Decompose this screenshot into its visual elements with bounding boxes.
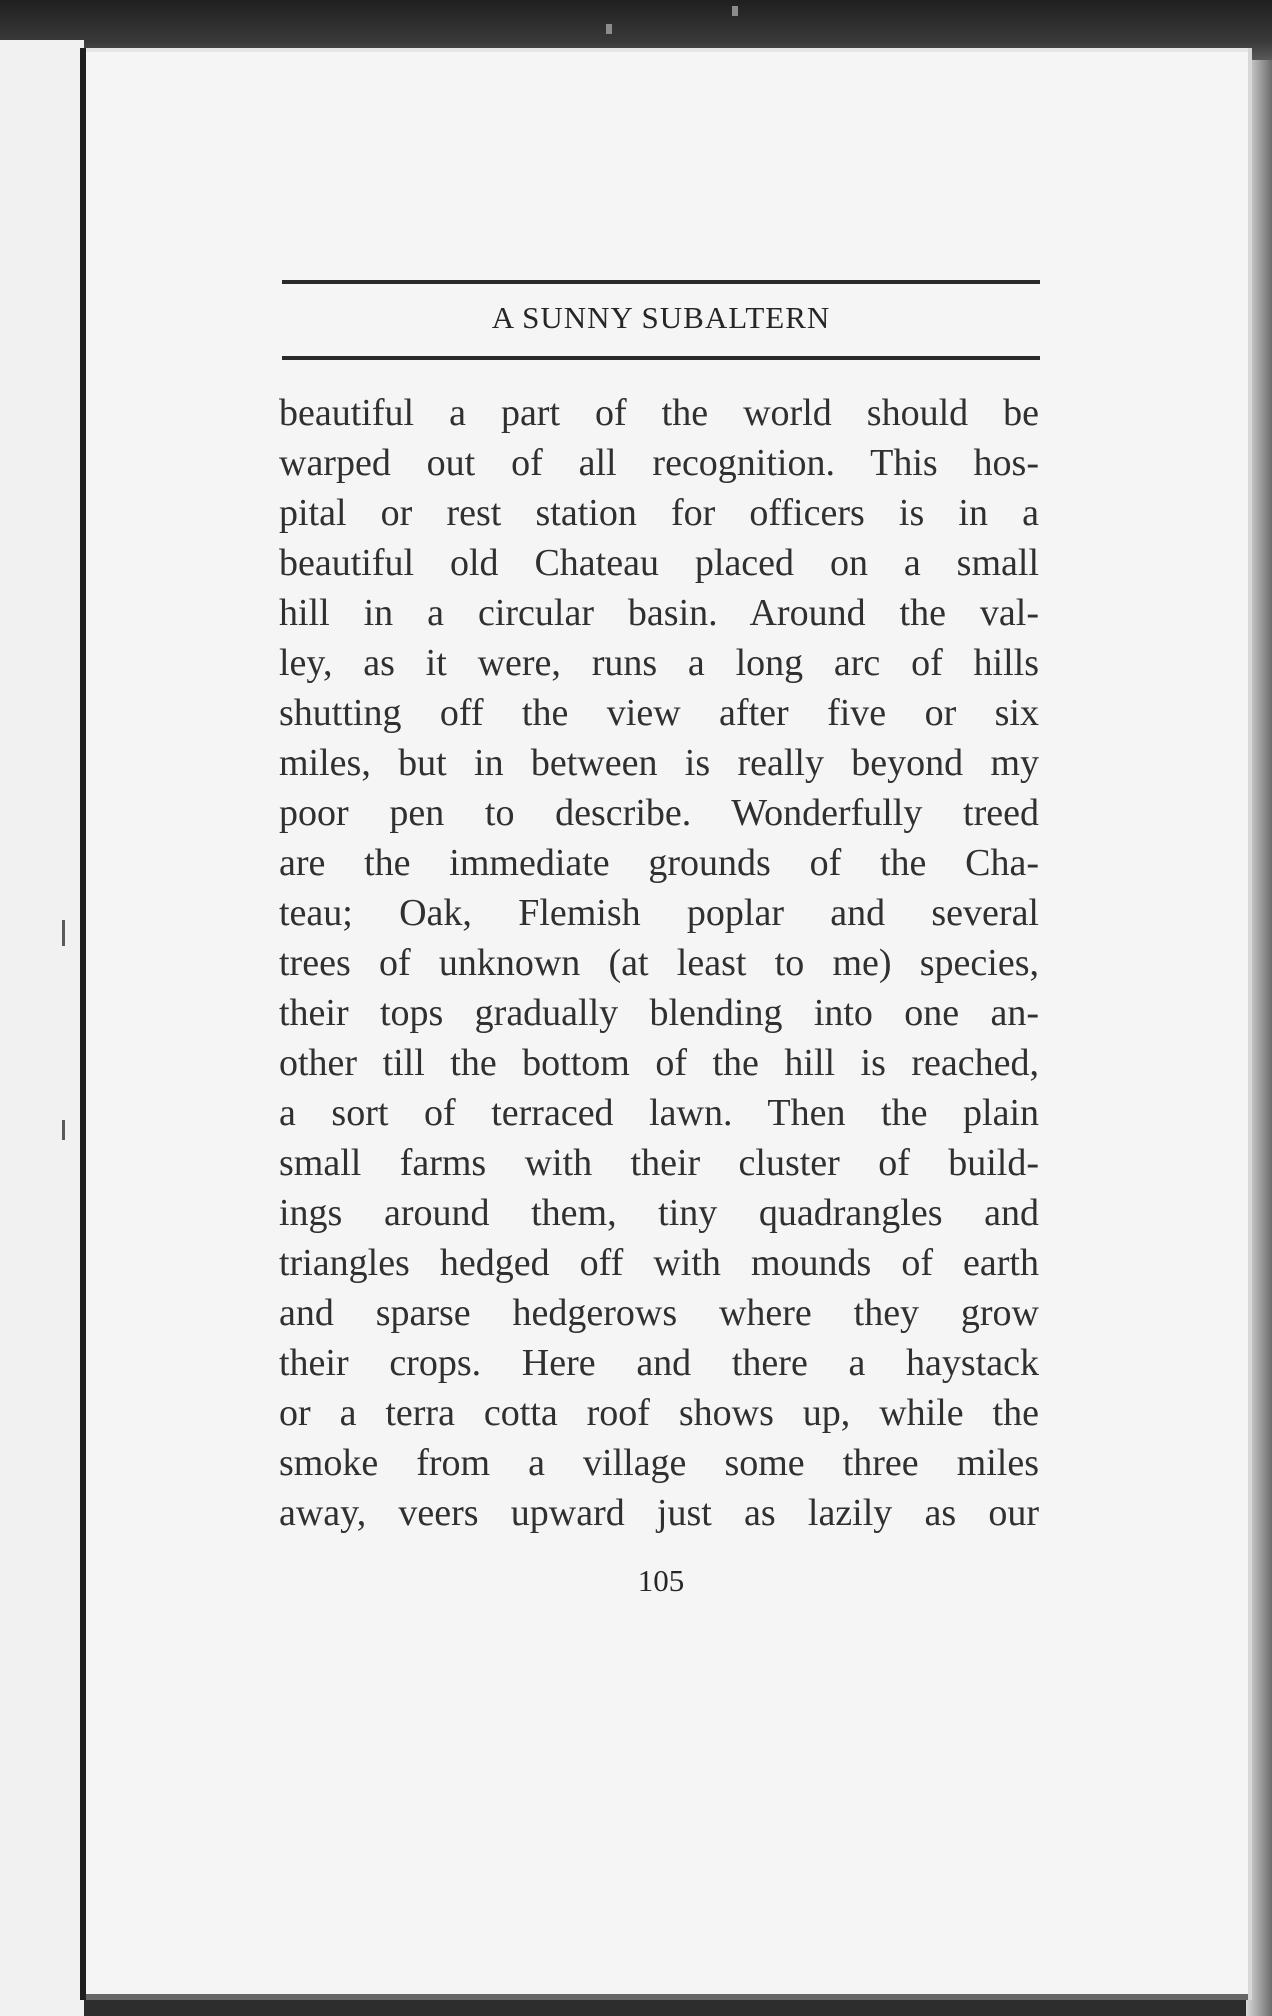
scan-mark [62, 920, 65, 946]
text-line: ings around them, tiny quadrangles and [279, 1192, 1039, 1234]
header-top-rule [282, 280, 1040, 284]
text-line: triangles hedged off with mounds of earth [279, 1242, 1039, 1284]
text-line: beautiful old Chateau placed on a small [279, 542, 1039, 584]
scan-speck [606, 24, 612, 34]
text-line: ley, as it were, runs a long arc of hills [279, 642, 1039, 684]
text-line: and sparse hedgerows where they grow [279, 1292, 1039, 1334]
text-line: poor pen to describe. Wonderfully treed [279, 792, 1039, 834]
text-line: miles, but in between is really beyond my [279, 742, 1039, 784]
text-line: hill in a circular basin. Around the val- [279, 592, 1039, 634]
text-line: beautiful a part of the world should be [279, 392, 1039, 434]
text-line: smoke from a village some three miles [279, 1442, 1039, 1484]
header-bottom-rule [282, 356, 1040, 360]
text-line: or a terra cotta roof shows up, while the [279, 1392, 1039, 1434]
text-line: are the immediate grounds of the Cha- [279, 842, 1039, 884]
scan-left-margin [0, 40, 84, 2016]
text-line: a sort of terraced lawn. Then the plain [279, 1092, 1039, 1134]
scan-speck [732, 6, 738, 16]
text-line: warped out of all recognition. This hos- [279, 442, 1039, 484]
text-line: small farms with their cluster of build- [279, 1142, 1039, 1184]
running-head: A SUNNY SUBALTERN [491, 300, 831, 335]
text-line: trees of unknown (at least to me) species, [279, 942, 1039, 984]
text-line: their crops. Here and there a haystack [279, 1342, 1039, 1384]
text-line: shutting off the view after five or six [279, 692, 1039, 734]
body-text [279, 388, 1039, 1538]
text-line: other till the bottom of the hill is reached, [279, 1042, 1039, 1084]
page-number: 105 [637, 1563, 685, 1598]
text-line: pital or rest station for officers is in a [279, 492, 1039, 534]
text-line: teau; Oak, Flemish poplar and several [279, 892, 1039, 934]
text-line: their tops gradually blending into one an- [279, 992, 1039, 1034]
text-line: away, veers upward just as lazily as our [279, 1492, 1039, 1534]
scan-mark [62, 1120, 65, 1140]
